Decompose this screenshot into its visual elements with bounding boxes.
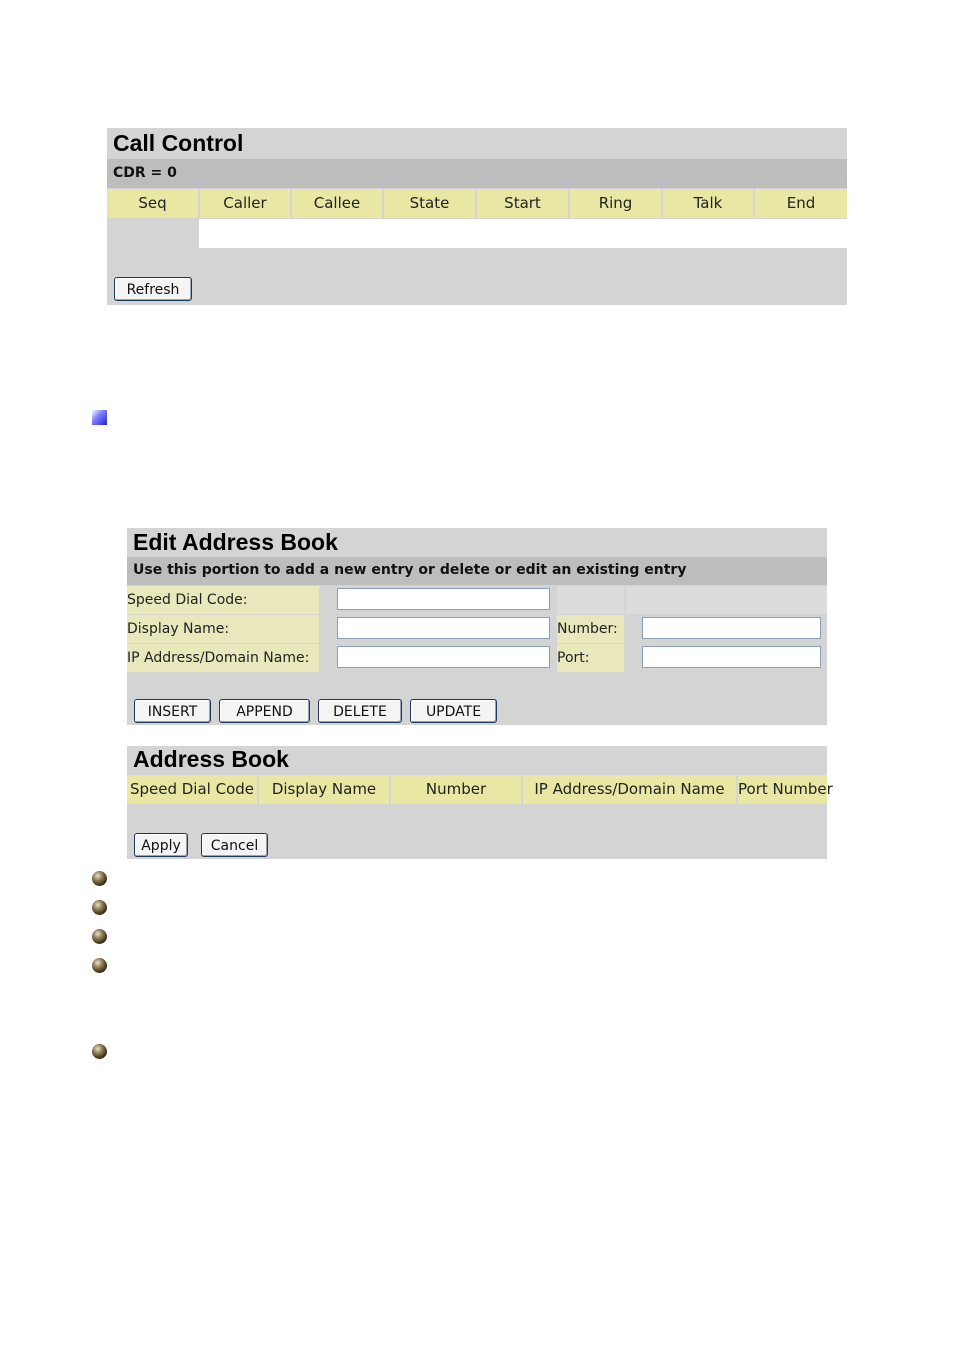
- delete-button[interactable]: DELETE: [318, 699, 402, 723]
- cdr-label: CDR = 0: [113, 165, 177, 181]
- ip-domain-label: IP Address/Domain Name:: [127, 644, 319, 672]
- speed-dial-code-label: Speed Dial Code:: [127, 586, 319, 614]
- cancel-button[interactable]: Cancel: [201, 833, 268, 857]
- column-header-caller: Caller: [200, 189, 290, 218]
- round-bullet-icon: [92, 958, 107, 973]
- refresh-button[interactable]: Refresh: [114, 277, 192, 301]
- insert-button[interactable]: INSERT: [134, 699, 211, 723]
- append-button[interactable]: APPEND: [219, 699, 310, 723]
- speed-dial-code-input[interactable]: [337, 588, 550, 610]
- empty-row-seq-cell: [107, 219, 198, 248]
- column-header-end: End: [755, 189, 847, 218]
- edit-address-book-subtitle: Use this portion to add a new entry or delete or edit an existing entry: [133, 562, 687, 578]
- edit-address-book-panel: [127, 528, 827, 725]
- apply-button[interactable]: Apply: [134, 833, 188, 857]
- round-bullet-icon: [92, 1044, 107, 1059]
- call-control-panel: [107, 128, 847, 305]
- edit-address-book-subtitle-bar: [127, 557, 827, 585]
- column-header-number: Number: [391, 775, 521, 804]
- column-header-ring: Ring: [570, 189, 661, 218]
- display-name-input[interactable]: [337, 617, 550, 639]
- round-bullet-icon: [92, 900, 107, 915]
- column-header-seq: Seq: [107, 189, 198, 218]
- port-input[interactable]: [642, 646, 821, 668]
- cdr-bar: [107, 159, 847, 188]
- empty-cell: [626, 586, 827, 614]
- column-header-start: Start: [477, 189, 568, 218]
- display-name-label: Display Name:: [127, 615, 319, 643]
- column-header-port-number: Port Number: [738, 775, 827, 804]
- call-control-title: Call Control: [113, 130, 244, 156]
- update-button[interactable]: UPDATE: [410, 699, 497, 723]
- column-header-state: State: [384, 189, 475, 218]
- column-header-display-name: Display Name: [259, 775, 389, 804]
- column-header-speed-dial-code: Speed Dial Code: [127, 775, 257, 804]
- number-input[interactable]: [642, 617, 821, 639]
- empty-row-body: [199, 219, 847, 248]
- address-book-panel: [127, 746, 833, 859]
- column-header-ip-domain: IP Address/Domain Name: [523, 775, 736, 804]
- number-label: Number:: [557, 615, 624, 643]
- square-bullet-icon: [92, 410, 107, 425]
- ip-domain-input[interactable]: [337, 646, 550, 668]
- round-bullet-icon: [92, 929, 107, 944]
- address-book-title: Address Book: [133, 746, 289, 772]
- round-bullet-icon: [92, 871, 107, 886]
- port-label: Port:: [557, 644, 624, 672]
- empty-cell: [557, 586, 624, 614]
- edit-address-book-title: Edit Address Book: [133, 529, 338, 555]
- column-header-talk: Talk: [663, 189, 753, 218]
- column-header-callee: Callee: [292, 189, 382, 218]
